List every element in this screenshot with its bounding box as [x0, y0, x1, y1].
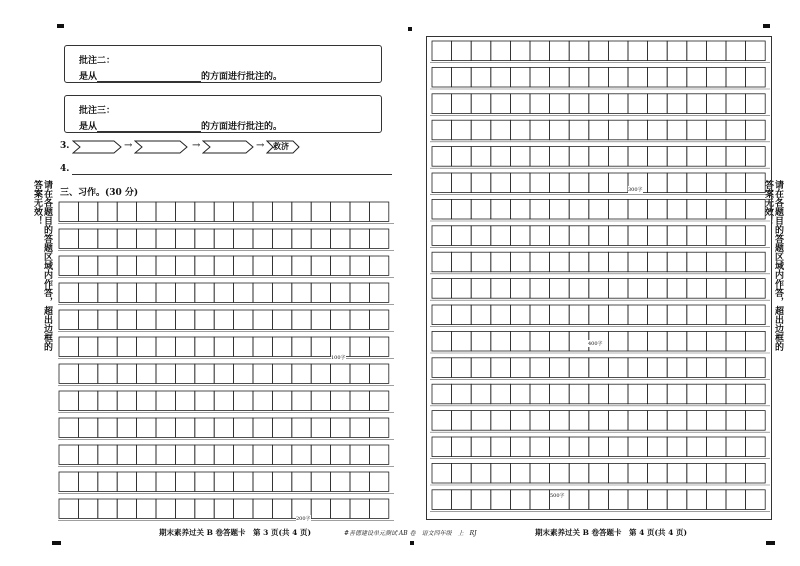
footer-left: 期末素养过关 B 卷答题卡 第 3 页(共 4 页) — [159, 528, 312, 537]
composition-title: 三、习作。(30 分) — [60, 188, 139, 198]
flow-step-1[interactable] — [72, 140, 122, 154]
word-count-mark: 400字 — [588, 341, 603, 347]
annotation-answer-line[interactable] — [97, 72, 201, 82]
annotation-suffix: 的方面进行批注的。 — [201, 122, 283, 132]
registration-mark — [763, 24, 770, 28]
arrow-icon: → — [256, 140, 265, 151]
word-count-mark: 200字 — [296, 516, 311, 522]
annotation-label: 批注三： — [79, 106, 116, 116]
annotation-prefix: 是从 — [79, 122, 98, 132]
question-4-answer-line[interactable] — [72, 174, 392, 175]
word-count-mark: 100字 — [331, 355, 346, 361]
annotation-box-3 — [64, 95, 382, 133]
annotation-box-2 — [64, 45, 382, 83]
annotation-suffix: 的方面进行批注的。 — [201, 72, 283, 82]
side-note-left: 请在各题目的答题区域内作答，超出边框的答案无效！ — [32, 180, 52, 351]
composition-grid-right[interactable] — [430, 39, 770, 517]
footer-middle: #善德建设单元测试 AB 卷 语文四年级 上 RJ — [344, 530, 477, 537]
annotation-label: 批注二： — [79, 56, 116, 66]
arrow-icon: → — [124, 140, 133, 151]
flow-step-3[interactable] — [202, 140, 254, 154]
registration-mark — [410, 541, 414, 545]
annotation-prefix: 是从 — [79, 72, 98, 82]
footer-right: 期末素养过关 B 卷答题卡 第 4 页(共 4 页) — [535, 528, 688, 537]
word-count-mark: 500字 — [550, 493, 565, 499]
registration-mark — [57, 24, 64, 28]
flow-step-2[interactable] — [134, 140, 188, 154]
flow-final-label: 救济 — [273, 141, 289, 151]
question-3-number: 3. — [60, 141, 70, 151]
registration-mark — [408, 27, 412, 31]
annotation-answer-line[interactable] — [97, 122, 201, 132]
registration-mark — [52, 541, 61, 545]
word-count-mark: 300字 — [628, 187, 643, 193]
arrow-icon: → — [192, 140, 201, 151]
annotation-line — [79, 69, 282, 82]
registration-mark — [766, 541, 775, 545]
side-note-right: 请在各题目的答题区域内作答，超出边框的答案无效！ — [763, 180, 783, 351]
question-4-number: 4. — [60, 164, 70, 174]
annotation-line — [79, 119, 282, 132]
